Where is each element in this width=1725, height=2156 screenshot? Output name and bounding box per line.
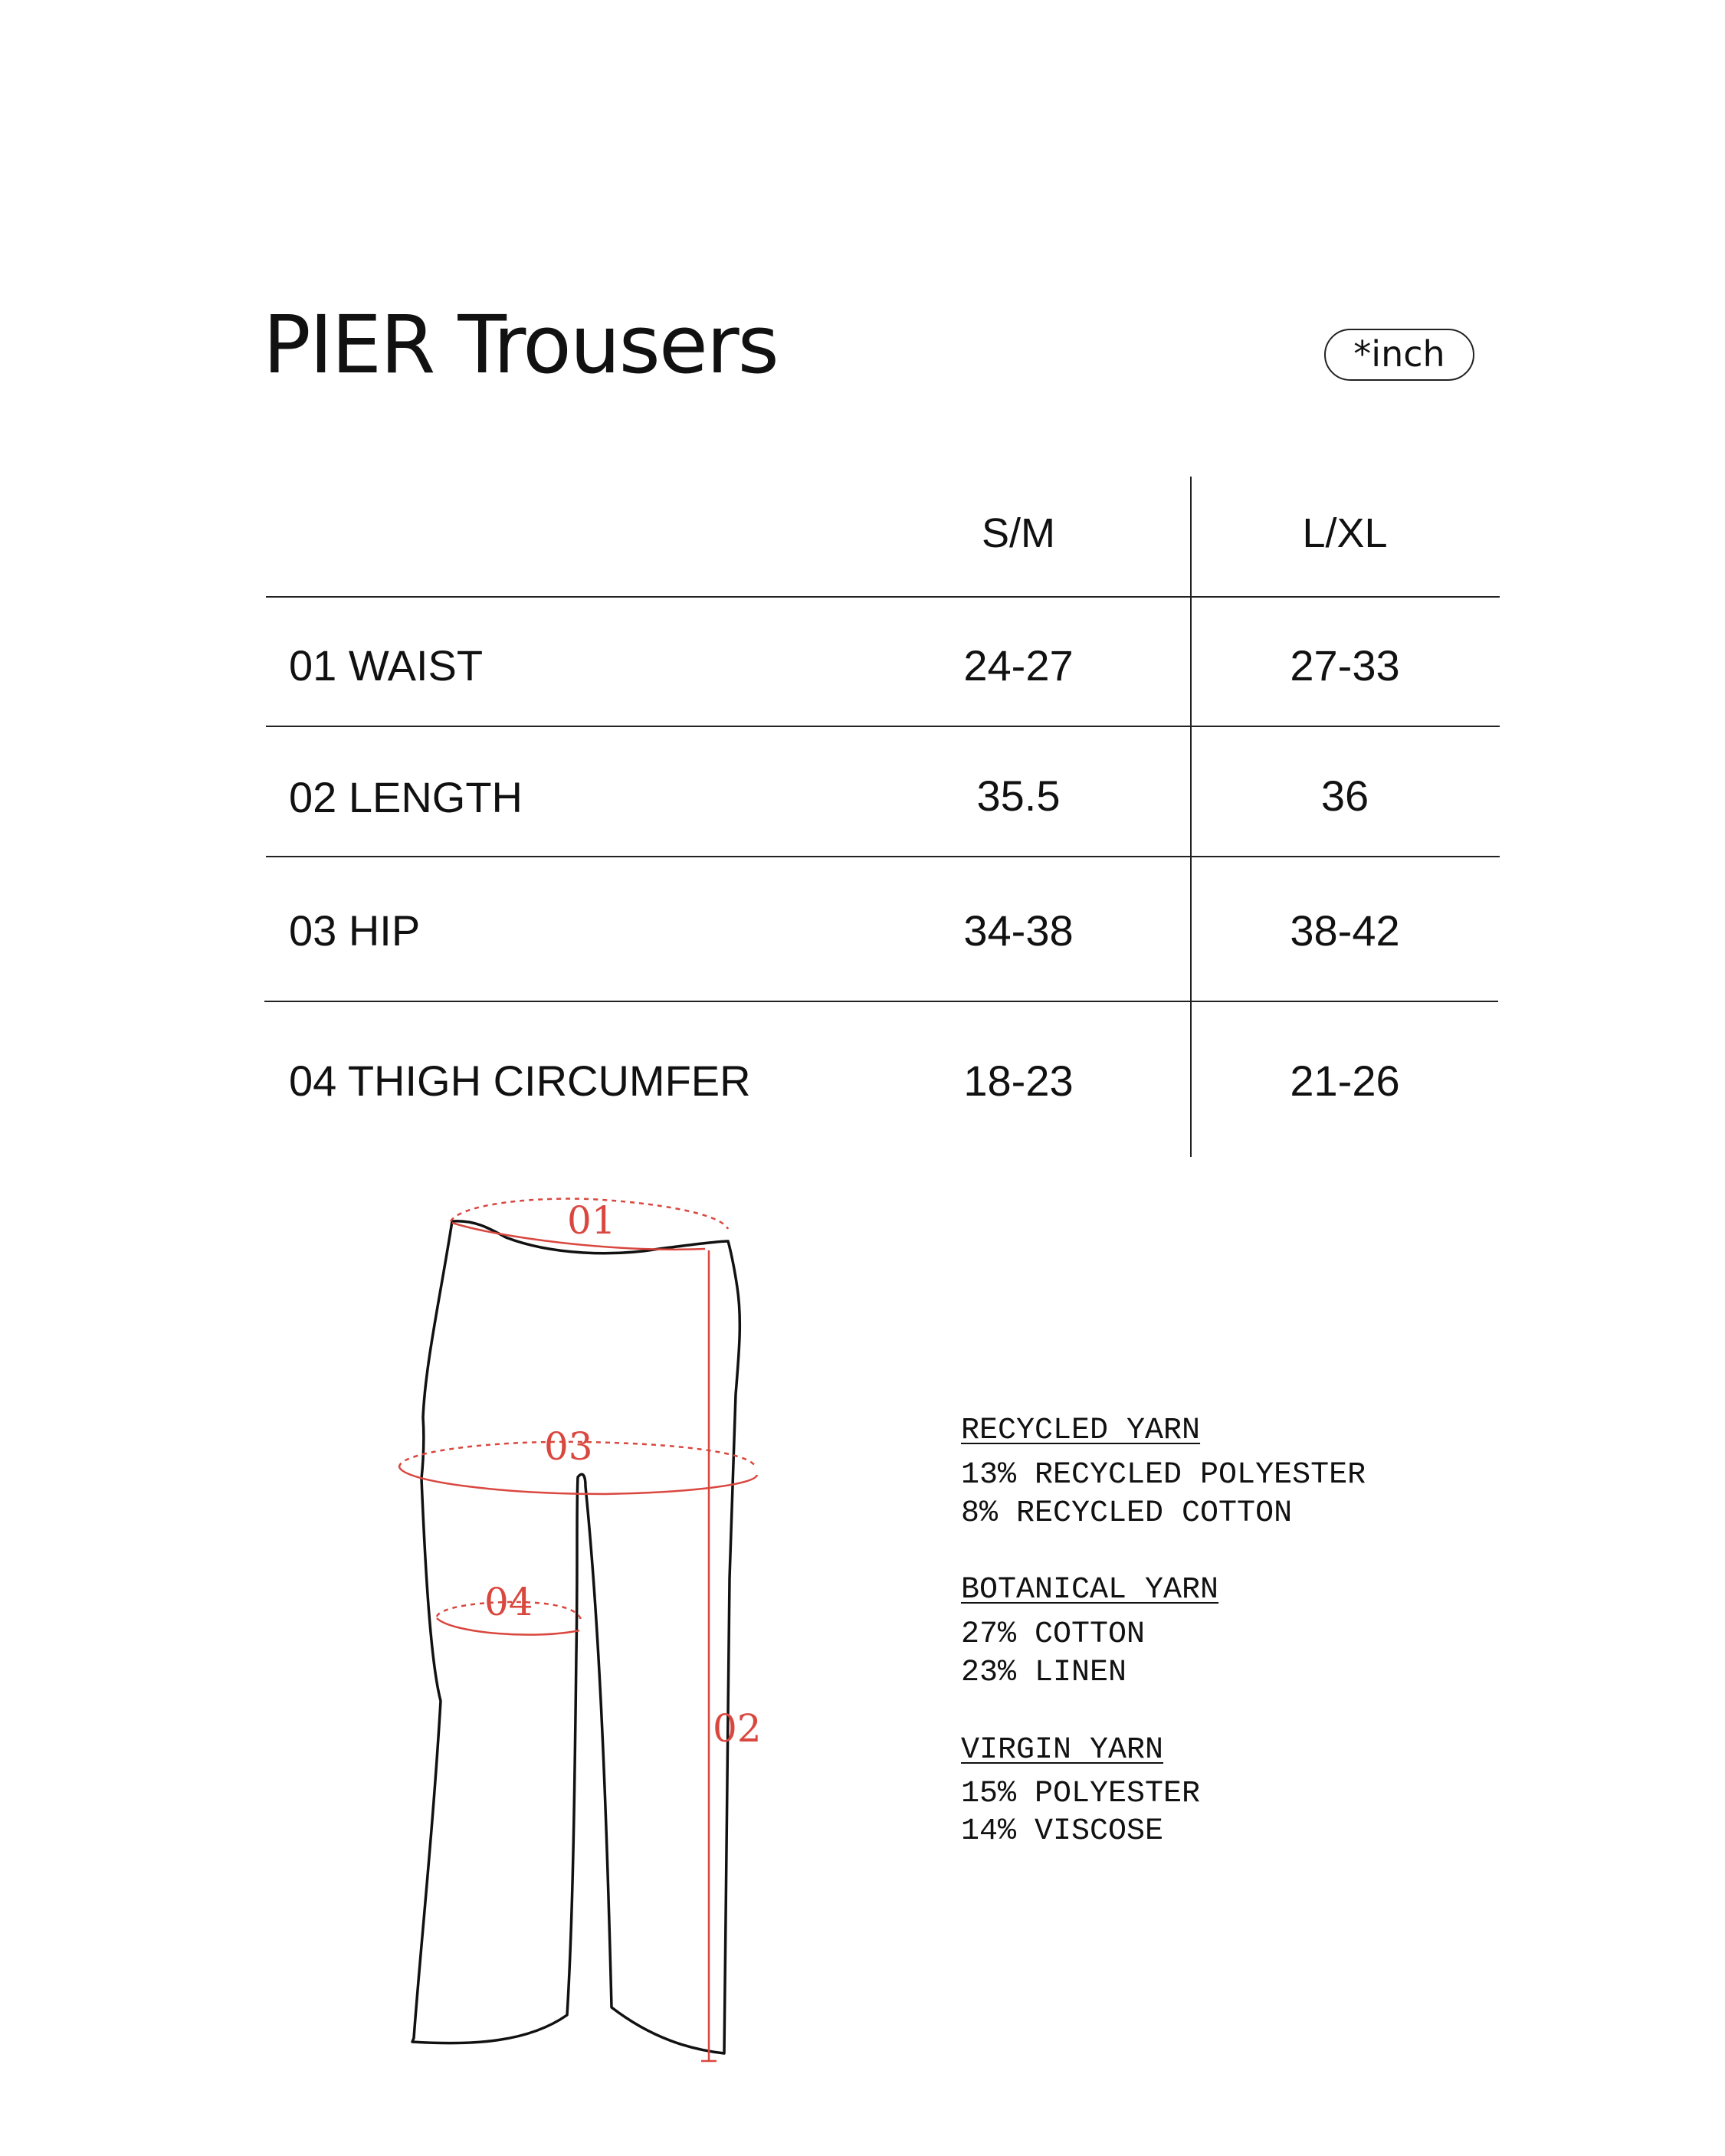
waist-sm-value: 24-27 xyxy=(963,641,1074,690)
page-title: PIER Trousers xyxy=(263,298,778,392)
thigh-sm-value: 18-23 xyxy=(963,1057,1074,1105)
composition-heading-botanical: BOTANICAL YARN xyxy=(961,1573,1219,1607)
trousers-outline xyxy=(412,1221,740,2053)
unit-badge: *inch xyxy=(1324,329,1474,381)
composition-item: 8% RECYCLED COTTON xyxy=(961,1496,1293,1531)
measure-guides xyxy=(399,1199,757,2061)
column-header-sm: S/M xyxy=(981,510,1055,556)
composition-item: 14% VISCOSE xyxy=(961,1814,1164,1849)
marker-thigh: 04 xyxy=(484,1580,533,1624)
length-lxl-value: 36 xyxy=(1320,772,1369,820)
composition-item: 23% LINEN xyxy=(961,1656,1127,1690)
waist-lxl-value: 27-33 xyxy=(1290,641,1400,690)
marker-waist: 01 xyxy=(567,1198,616,1243)
composition-item: 27% COTTON xyxy=(961,1617,1146,1652)
row-label-thigh: 04 THIGH CIRCUMFER xyxy=(289,1057,751,1105)
row-label-waist: 01 WAIST xyxy=(289,641,484,690)
row-label-length: 02 LENGTH xyxy=(289,773,523,821)
length-sm-value: 35.5 xyxy=(976,772,1061,820)
row-label-hip: 03 HIP xyxy=(289,906,421,955)
composition-heading-recycled: RECYCLED YARN xyxy=(961,1414,1201,1448)
thigh-lxl-value: 21-26 xyxy=(1290,1057,1400,1105)
composition-item: 13% RECYCLED POLYESTER xyxy=(961,1458,1366,1492)
marker-hip: 03 xyxy=(544,1424,593,1469)
hip-sm-value: 34-38 xyxy=(963,906,1074,955)
marker-length: 02 xyxy=(713,1706,762,1751)
composition-heading-virgin: VIRGIN YARN xyxy=(961,1733,1164,1768)
column-header-lxl: L/XL xyxy=(1302,510,1388,556)
hip-lxl-value: 38-42 xyxy=(1290,906,1400,955)
composition-item: 15% POLYESTER xyxy=(961,1777,1201,1811)
